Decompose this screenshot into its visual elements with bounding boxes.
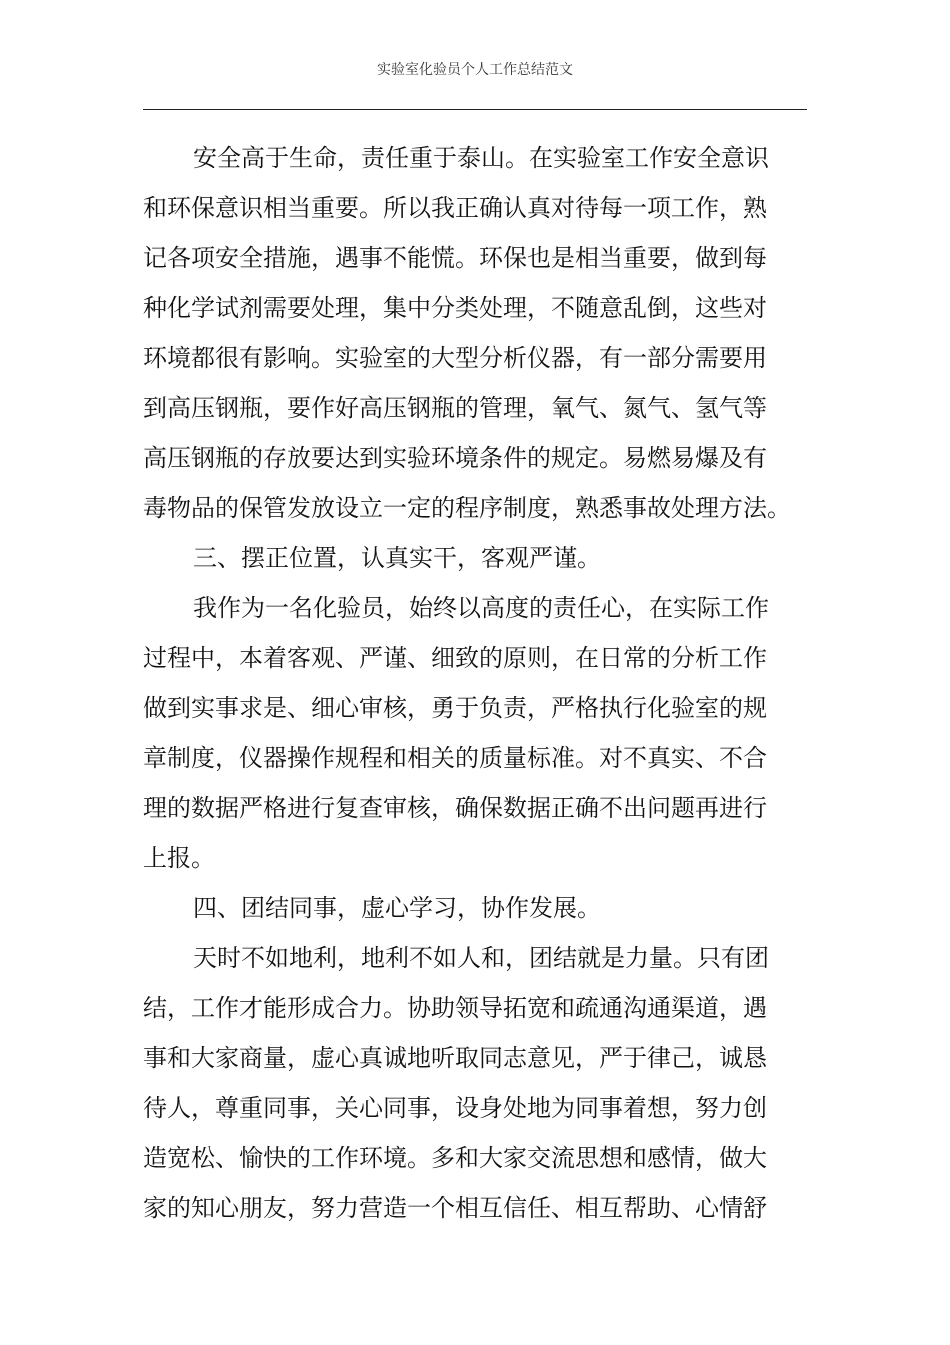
text-line: 三、摆正位置，认真实干，客观严谨。	[193, 544, 601, 572]
text-line: 四、团结同事，虚心学习，协作发展。	[193, 894, 601, 922]
text-line: 和环保意识相当重要。所以我正确认真对待每一项工作，熟	[143, 194, 767, 222]
text-line: 理的数据严格进行复查审核，确保数据正确不出问题再进行	[143, 794, 767, 822]
page-header-title: 实验室化验员个人工作总结范文	[377, 62, 573, 78]
text-line: 章制度，仪器操作规程和相关的质量标准。对不真实、不合	[143, 744, 767, 772]
document-body	[143, 133, 791, 1233]
text-line: 结，工作才能形成合力。协助领导拓宽和疏通沟通渠道，遇	[143, 994, 767, 1022]
header-divider	[143, 109, 807, 110]
text-line: 做到实事求是、细心审核，勇于负责，严格执行化验室的规	[143, 694, 767, 722]
text-line: 到高压钢瓶，要作好高压钢瓶的管理，氧气、氮气、氢气等	[143, 394, 767, 422]
text-line: 种化学试剂需要处理，集中分类处理，不随意乱倒，这些对	[143, 294, 767, 322]
text-line: 事和大家商量，虚心真诚地听取同志意见，严于律己，诚恳	[143, 1044, 767, 1072]
text-line: 高压钢瓶的存放要达到实验环境条件的规定。易燃易爆及有	[143, 444, 767, 472]
text-line: 记各项安全措施，遇事不能慌。环保也是相当重要，做到每	[143, 244, 767, 272]
text-line: 我作为一名化验员，始终以高度的责任心，在实际工作	[193, 594, 769, 622]
text-line: 家的知心朋友，努力营造一个相互信任、相互帮助、心情舒	[143, 1194, 767, 1222]
text-line: 过程中，本着客观、严谨、细致的原则，在日常的分析工作	[143, 644, 767, 672]
text-line: 环境都很有影响。实验室的大型分析仪器，有一部分需要用	[143, 344, 767, 372]
text-line: 造宽松、愉快的工作环境。多和大家交流思想和感情，做大	[143, 1144, 767, 1172]
text-line: 待人，尊重同事，关心同事，设身处地为同事着想，努力创	[143, 1094, 767, 1122]
text-line: 天时不如地利，地利不如人和，团结就是力量。只有团	[193, 944, 769, 972]
text-line: 安全高于生命，责任重于泰山。在实验室工作安全意识	[193, 144, 769, 172]
text-line: 毒物品的保管发放设立一定的程序制度，熟悉事故处理方法。	[143, 494, 791, 522]
text-line: 上报。	[143, 844, 215, 872]
